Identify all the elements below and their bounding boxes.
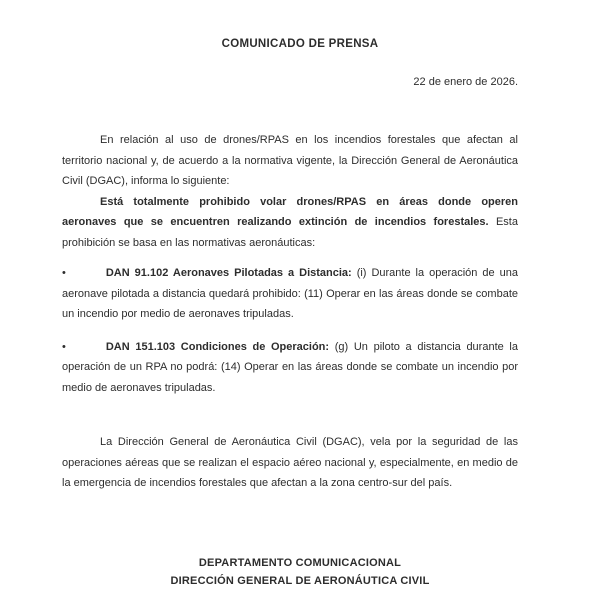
bullet-dan-151-103 xyxy=(62,337,518,399)
prohibition-paragraph xyxy=(62,192,518,254)
intro-paragraph: En relación al uso de drones/RPAS en los incendios forestales que afectan al territorio nacional y, de acuerdo a la normativa vigente, la Dirección General de Aeronáutica Civil (DGAC), informa lo siguiente: xyxy=(62,134,518,187)
bullet-text: (g) Un piloto a distancia durante la operación de un RPA no podrá: (14) Operar en las áreas donde se combate un incendio por medio de aeronaves tripuladas. xyxy=(62,340,518,394)
document-date: 22 de enero de 2026. xyxy=(413,76,518,88)
prohibition-bold-text: Está totalmente prohibido volar drones/RPAS en áreas donde operen aeronaves que se encuentren realizando extinción de incendios forestales. xyxy=(62,195,518,228)
closing-paragraph: La Dirección General de Aeronáutica Civil (DGAC), vela por la seguridad de las operaciones aéreas que se realizan el espacio aéreo nacional y, especialmente, en medio de la emergencia de incendios forestales que afectan a la zona centro-sur del país. xyxy=(62,436,518,489)
footer-department-line: DEPARTAMENTO COMUNICACIONAL xyxy=(198,556,402,569)
bullet-heading: DAN 91.102 Aeronaves Pilotadas a Distancia: xyxy=(105,267,352,279)
document-title: COMUNICADO DE PRENSA xyxy=(221,38,379,50)
bullet-marker: • xyxy=(62,340,66,353)
bullet-marker: • xyxy=(62,267,66,279)
bullet-heading: DAN 151.103 Condiciones de Operación: xyxy=(105,340,330,353)
footer-organization-line: DIRECCIÓN GENERAL DE AERONÁUTICA CIVIL xyxy=(170,575,430,587)
document-footer xyxy=(0,554,600,591)
bullet-dan-91-102 xyxy=(62,263,518,325)
bullet-text: (i) Durante la operación de una aeronave pilotada a distancia quedará prohibido: (11) Operar en las áreas donde se combate un incendio por medio de aeronaves tripuladas. xyxy=(62,267,518,320)
prohibition-rest-text: Esta prohibición se basa en las normativas aeronáuticas: xyxy=(62,216,518,249)
document-body xyxy=(62,130,518,494)
